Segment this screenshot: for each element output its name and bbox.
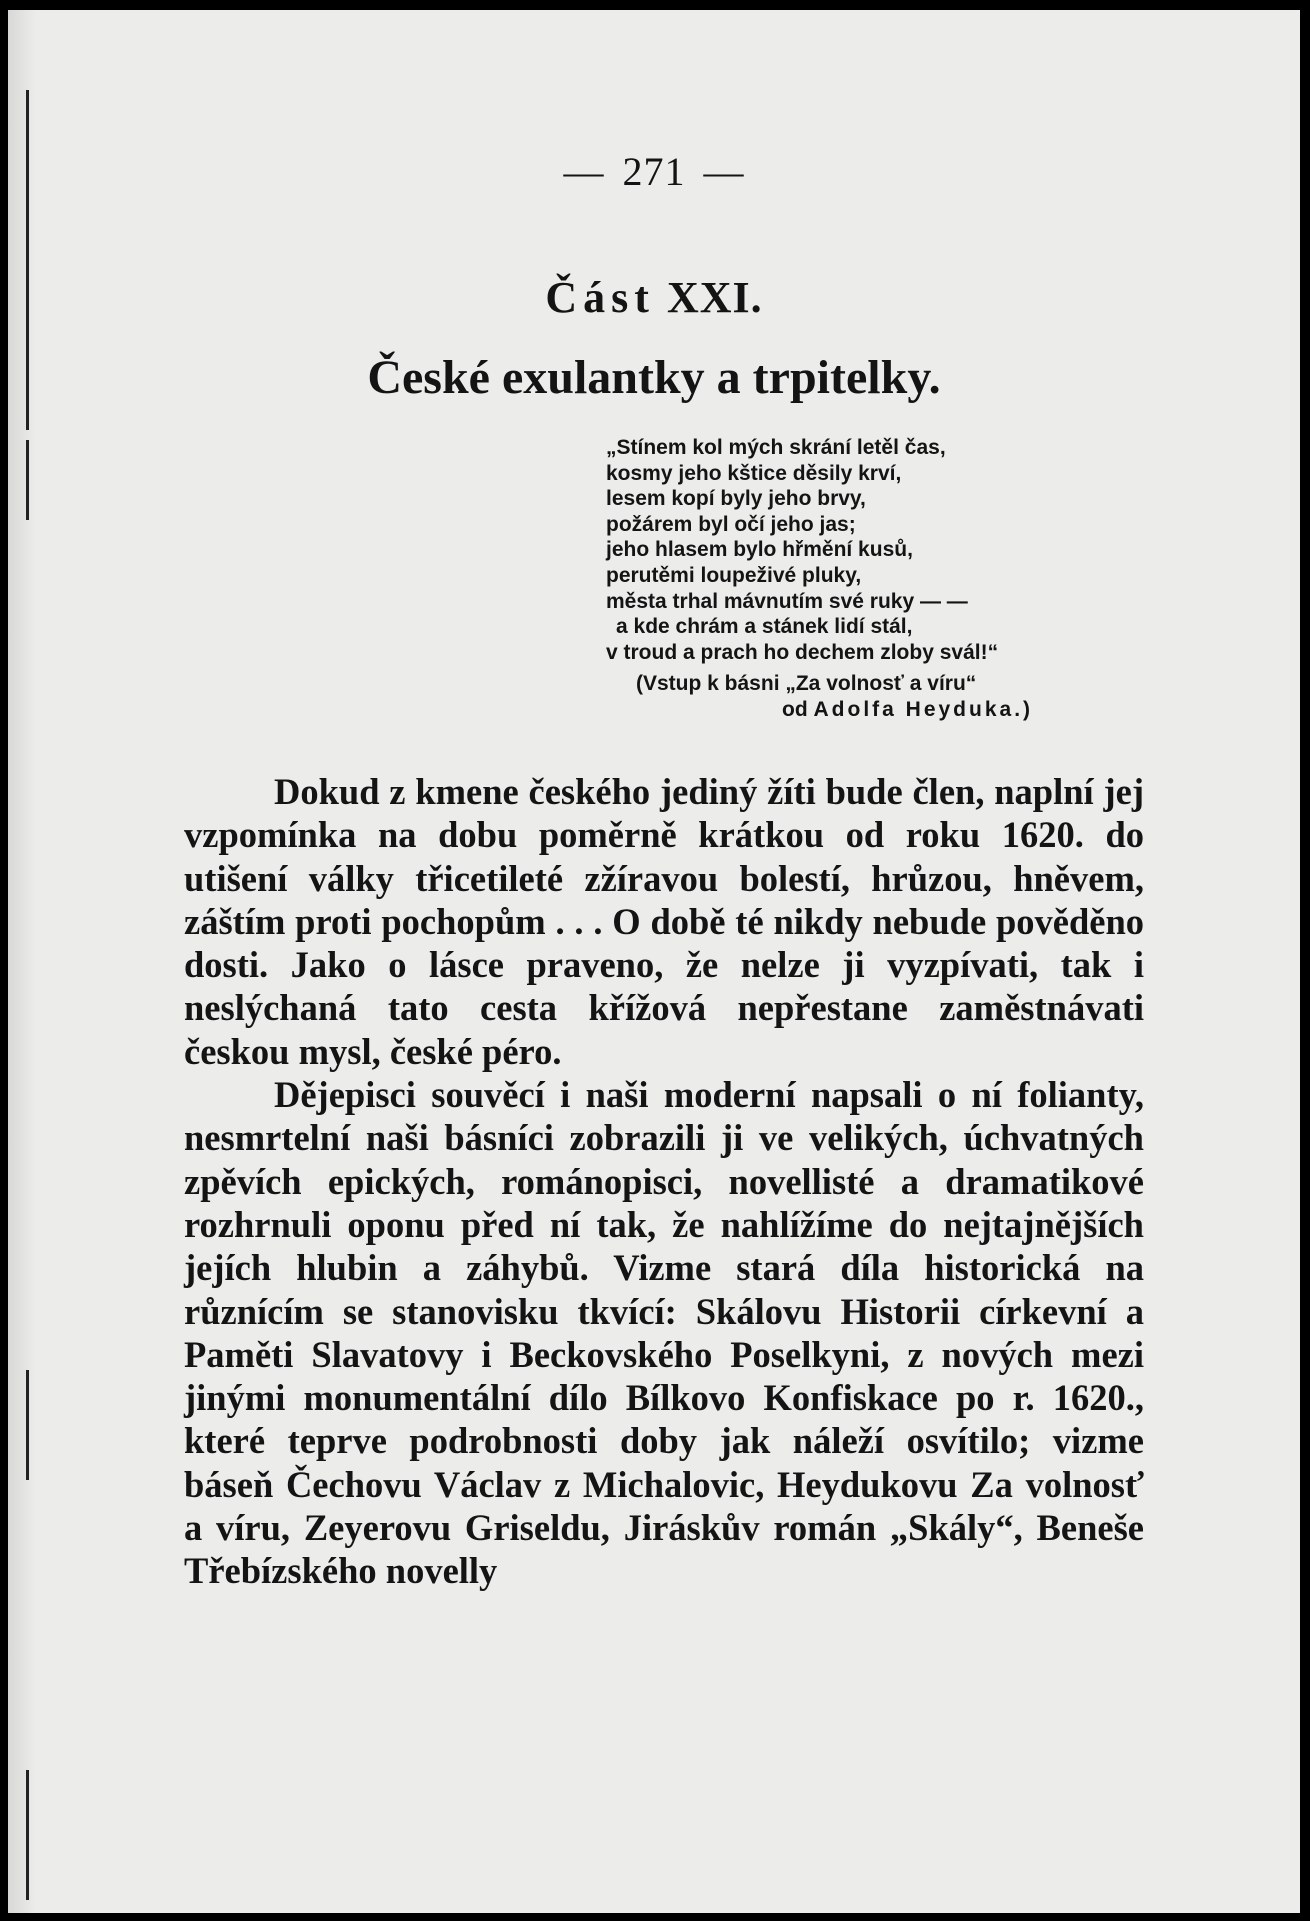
paragraph: Dokud z kmene českého jediný žíti bude člen, naplní jej vzpomínka na dobu poměrně krátkou od roku 1620. do utišení války třicetileté zžíravou bolestí, hrůzou, hněvem, záštím proti pochopům . . . O době té nikdy nebude pověděno dosti. Jako o lásce praveno, že nelze ji vyzpívati, tak i neslýchaná tato cesta křížová nepřestane zaměstnávati českou mysl, české péro. — [184, 771, 1144, 1072]
epigraph-source-prefix: (Vstup k básni „Za volnosť a víru“ — [636, 672, 977, 696]
epigraph-verse: „Stínem kol mých skrání letěl čas, — [606, 436, 946, 459]
edge-mark — [26, 1770, 29, 1900]
epigraph-verse: a kde chrám a stánek lidí stál, — [616, 615, 913, 639]
epigraph-verse: kosmy jeho kštice děsily krví, — [606, 461, 902, 485]
epigraph-source-from: od — [782, 697, 808, 721]
chapter-title: České exulantky a trpitelky. — [367, 351, 941, 404]
page-number-value: 271 — [622, 149, 686, 194]
edge-mark — [26, 1370, 29, 1480]
book-page — [8, 10, 1300, 1913]
epigraph-source — [606, 671, 1146, 722]
epigraph-verse: požárem byl očí jeho jas; — [606, 512, 856, 536]
epigraph-verse: jeho hlasem bylo hřmění kusů, — [606, 538, 913, 562]
epigraph-source-line — [606, 697, 1146, 723]
page-number-dash: — — [563, 149, 605, 194]
page-number-dash: — — [703, 149, 745, 194]
epigraph-verse: města trhal mávnutím své ruky — — — [606, 589, 968, 613]
epigraph-author: Adolfa Heyduka.) — [813, 697, 1034, 721]
paragraph: Dějepisci souvěcí i naši moderní napsali o ní folianty, nesmrtelní naši básníci zobrazili ji ve velikých, úchvatných zpěvích epických, románopisci, novellisté a dramatikové rozhrnuli oponu před ní tak, že nahlížíme do nejtajnějších jejích hlubin a záhybů. Vizme stará díla historická na různícím se stanovisku tkvící: Skálovu Historii církevní a Paměti Slavatovy i Beckovského Poselkyni, z nových mezi jinými monumentální dílo Bílkovo Konfiskace po r. 1620., které teprve podrobnosti doby jak náleží osvítilo; vizme báseň Čechovu Václav z Michalovic, Heydukovu Za volnosť a víru, Zeyerovu Griseldu, Jiráskův román „Skály“, Beneše Třebízského novelly — [184, 1074, 1144, 1592]
page-number — [8, 148, 1300, 195]
epigraph-verse: lesem kopí byly jeho brvy, — [606, 487, 866, 511]
edge-mark — [26, 440, 29, 520]
body-text — [184, 770, 1144, 1593]
part-heading — [8, 272, 1300, 323]
epigraph — [606, 435, 1146, 723]
part-numeral: XXI. — [666, 273, 763, 322]
epigraph-verse: perutěmi loupeživé pluky, — [606, 563, 862, 587]
part-label: Část — [545, 273, 655, 322]
epigraph-verse: v troud a prach ho dechem zloby svál!“ — [606, 640, 999, 664]
